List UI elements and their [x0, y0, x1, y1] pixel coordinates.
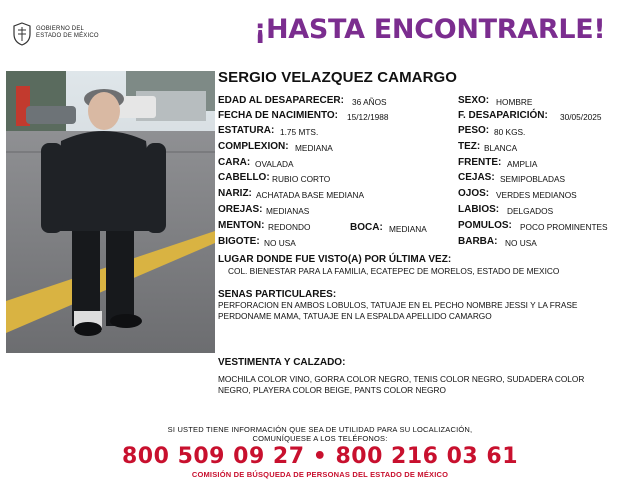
- cejas-value: SEMIPOBLADAS: [500, 174, 566, 184]
- missing-person-photo: [6, 71, 215, 353]
- person-name: SERGIO VELAZQUEZ CAMARGO: [218, 69, 458, 86]
- phone-1[interactable]: 800 509 09 27: [121, 444, 305, 469]
- bigote-value: NO USA: [264, 238, 296, 248]
- clothing-label: VESTIMENTA Y CALZADO:: [218, 357, 346, 368]
- edad-value: 36 AÑOS: [352, 97, 387, 107]
- cara-label: CARA:: [218, 157, 251, 168]
- contact-info-line2: COMUNÍQUESE A LOS TELÉFONOS:: [252, 434, 388, 443]
- complexion-label: COMPLEXION:: [218, 141, 289, 152]
- government-logo: [12, 22, 122, 48]
- barba-value: NO USA: [505, 238, 537, 248]
- bigote-label: BIGOTE:: [218, 236, 260, 247]
- estatura-value: 1.75 MTS.: [280, 127, 319, 137]
- menton-label: MENTON:: [218, 220, 265, 231]
- peso-label: PESO:: [458, 125, 490, 136]
- fecha-nac-label: FECHA DE NACIMIENTO:: [218, 110, 338, 121]
- clothing-value: MOCHILA COLOR VINO, GORRA COLOR NEGRO, TENIS COLOR NEGRO, SUDADERA COLOR NEGRO, PLAYERA COLOR BEIGE, PANTS COLOR NEGRO: [218, 374, 585, 395]
- last-seen-label: LUGAR DONDE FUE VISTO(A) POR ÚLTIMA VEZ:: [218, 254, 452, 265]
- phone-2[interactable]: 800 216 03 61: [335, 444, 519, 469]
- cejas-label: CEJAS:: [458, 172, 495, 183]
- state-crest-icon: [12, 22, 32, 46]
- commission-name: COMISIÓN DE BÚSQUEDA DE PERSONAS DEL ESTADO DE MÉXICO: [191, 470, 449, 479]
- cabello-value: RUBIO CORTO: [272, 174, 331, 184]
- frente-value: AMPLIA: [507, 159, 538, 169]
- pomulos-label: POMULOS:: [458, 220, 512, 231]
- f-desap-value: 30/05/2025: [560, 112, 602, 122]
- cabello-label: CABELLO:: [218, 172, 270, 183]
- estatura-label: ESTATURA:: [218, 125, 275, 136]
- boca-label: BOCA:: [350, 222, 383, 233]
- boca-value: MEDIANA: [389, 224, 427, 234]
- nariz-label: NARIZ:: [218, 188, 252, 199]
- cara-value: OVALADA: [255, 159, 294, 169]
- orejas-value: MEDIANAS: [266, 206, 310, 216]
- tez-value: BLANCA: [484, 143, 518, 153]
- barba-label: BARBA:: [458, 236, 498, 247]
- phone-separator: •: [312, 444, 328, 469]
- marks-value: PERFORACION EN AMBOS LOBULOS, TATUAJE EN EL PECHO NOMBRE JESSI Y LA FRASE PERDONAME MAMA, TATUAJE EN LA ESPALDA APELLIDO CAMARGO: [218, 300, 578, 321]
- menton-value: REDONDO: [268, 222, 311, 232]
- nariz-value: ACHATADA BASE MEDIANA: [256, 190, 365, 200]
- ojos-label: OJOS:: [458, 188, 490, 199]
- f-desap-label: F. DESAPARICIÓN:: [458, 110, 548, 121]
- orejas-label: OREJAS:: [218, 204, 263, 215]
- tez-label: TEZ:: [458, 141, 481, 152]
- marks-label: SENAS PARTICULARES:: [218, 289, 337, 300]
- labios-label: LABIOS:: [458, 204, 500, 215]
- edad-label: EDAD AL DESAPARECER:: [218, 95, 344, 106]
- sexo-label: SEXO:: [458, 95, 490, 106]
- contact-info-line1: SI USTED TIENE INFORMACIÓN QUE SEA DE UTILIDAD PARA SU LOCALIZACIÓN,: [167, 425, 473, 434]
- government-name: GOBIERNO DEL ESTADO DE MÉXICO: [36, 26, 99, 39]
- pomulos-value: POCO PROMINENTES: [520, 222, 608, 232]
- last-seen-value: COL. BIENESTAR PARA LA FAMILIA, ECATEPEC DE MORELOS, ESTADO DE MEXICO: [228, 266, 560, 276]
- frente-label: FRENTE:: [458, 157, 502, 168]
- complexion-value: MEDIANA: [295, 143, 333, 153]
- phone-numbers: [0, 444, 640, 469]
- headline: ¡HASTA ENCONTRARLE!: [254, 14, 606, 45]
- peso-value: 80 KGS.: [494, 127, 526, 137]
- labios-value: DELGADOS: [507, 206, 554, 216]
- sexo-value: HOMBRE: [496, 97, 533, 107]
- fecha-nac-value: 15/12/1988: [347, 112, 389, 122]
- ojos-value: VERDES MEDIANOS: [496, 190, 577, 200]
